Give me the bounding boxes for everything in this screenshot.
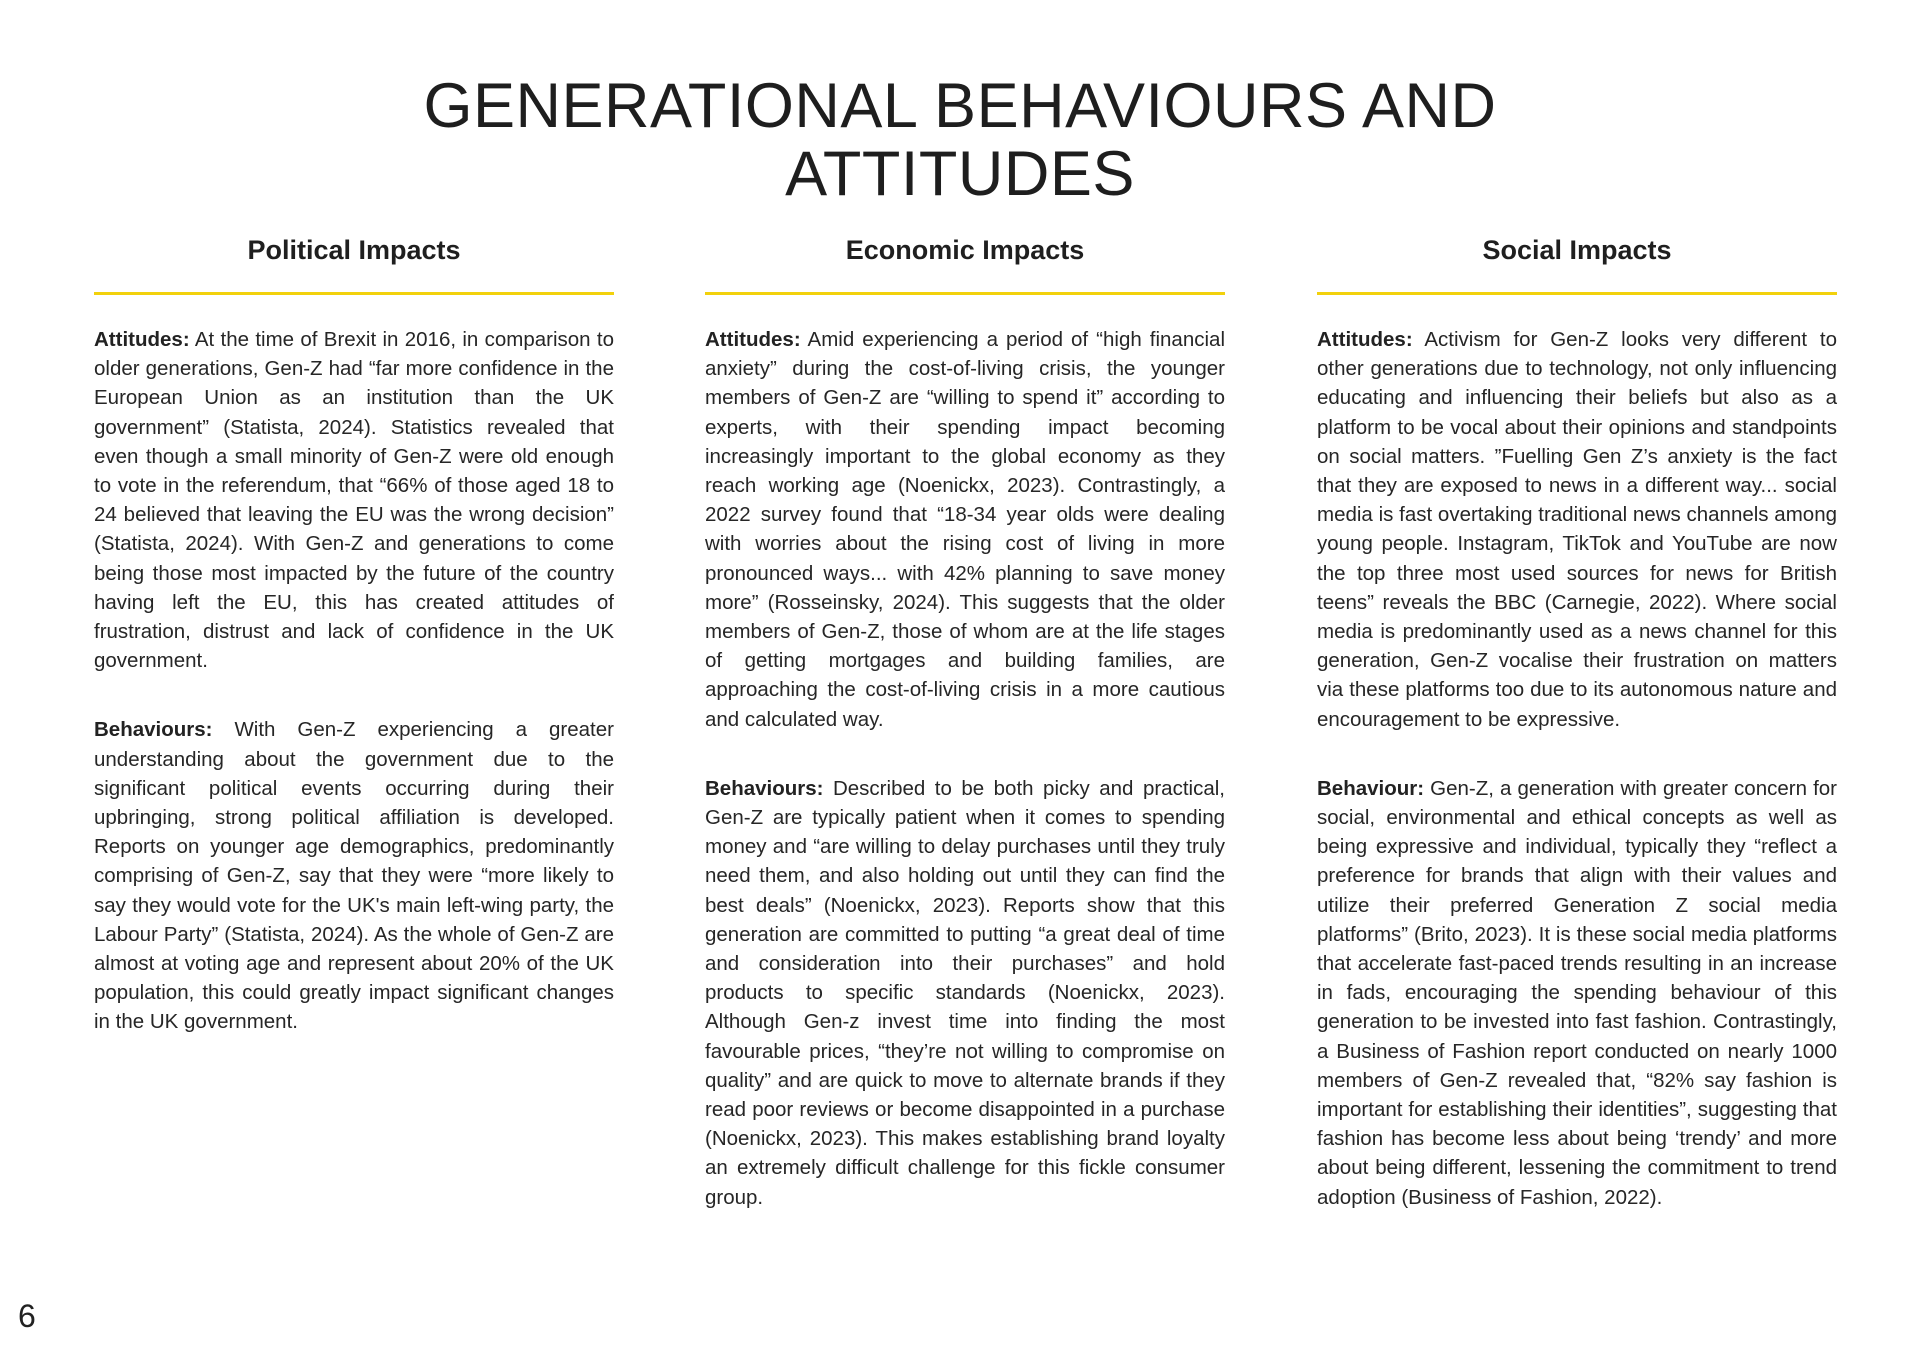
attitudes-paragraph bbox=[94, 325, 614, 675]
paragraph-lead: Behaviour: bbox=[1317, 776, 1425, 800]
column-body bbox=[94, 325, 614, 1037]
paragraph-text: At the time of Brexit in 2016, in comparison to older generations, Gen-Z had “far more confidence in the European Union as an institution than the UK government” (Statista, 2024). Statistics revealed that even though a small minority of Gen-Z were old enough to vote in the referendum, that “66% of those aged 18 to 24 believed that leaving the EU was the wrong decision” (Statista, 2024). With Gen-Z and generations to come being those most impacted by the future of the country having left the EU, this has created attitudes of frustration, distrust and lack of confidence in the UK government. bbox=[94, 328, 614, 673]
page-title-line-2: ATTITUDES bbox=[785, 139, 1135, 209]
paragraph-lead: Attitudes: bbox=[705, 328, 801, 351]
page-title-line-1: GENERATIONAL BEHAVIOURS AND bbox=[423, 71, 1497, 141]
paragraph-text: Gen-Z, a generation with greater concern for social, environmental and ethical concepts as well as being expressive and individual, typically they “reflect a preference for brands that align with their values and utilize their preferred Generation Z social media platforms” (Brito, 2023). It is these social media platforms that accelerate fast-paced trends resulting in an increase in fads, encouraging the spending behaviour of this generation to be invested into fast fashion. Contrastingly, a Business of Fashion report conducted on nearly 1000 members of Gen-Z revealed that, “82% say fashion is important for establishing their identities”, suggesting that fashion has become less about being ‘trendy’ and more about being different, lessening the commitment to trend adoption (Business of Fashion, 2022). bbox=[1317, 776, 1837, 1209]
economic-impacts-column bbox=[705, 230, 1225, 1212]
paragraph-lead: Attitudes: bbox=[94, 328, 190, 351]
political-impacts-column bbox=[94, 230, 614, 1037]
column-heading-social: Social Impacts bbox=[1482, 235, 1672, 265]
page-number: 6 bbox=[18, 1298, 36, 1334]
heading-divider bbox=[705, 292, 1225, 295]
behaviours-paragraph bbox=[705, 774, 1225, 1212]
paragraph-lead: Attitudes: bbox=[1317, 328, 1413, 351]
column-heading-economic: Economic Impacts bbox=[845, 235, 1085, 265]
attitudes-paragraph bbox=[1317, 325, 1837, 734]
paragraph-text: Described to be both picky and practical, Gen-Z are typically patient when it comes to spending money and “are willing to delay purchases until they truly need them, and also holding out until they can find the best deals” (Noenickx, 2023). Reports show that this generation are committed to putting “a great deal of time and consideration into their purchases” and hold products to specific standards (Noenickx, 2023). Although Gen-z invest time into finding the most favourable prices, “they’re not willing to compromise on quality” and are quick to move to alternate brands if they read poor reviews or become disappointed in a purchase (Noenickx, 2023). This makes establishing brand loyalty an extremely difficult challenge for this fickle consumer group. bbox=[705, 776, 1225, 1209]
column-heading-political: Political Impacts bbox=[247, 235, 461, 265]
attitudes-paragraph bbox=[705, 325, 1225, 734]
column-body bbox=[1317, 325, 1837, 1212]
paragraph-text: Activism for Gen-Z looks very different to other generations due to technology, not only influencing educating and influencing their beliefs but also as a platform to be vocal about their opinions and standpoints on social matters. ”Fuelling Gen Z’s anxiety is the fact that they are exposed to news in a different way... social media is fast overtaking traditional news channels among young people. Instagram, TikTok and YouTube are now the top three most used sources for news for British teens” reveals the BBC (Carnegie, 2022). Where social media is predominantly used as a news channel for this generation, Gen-Z vocalise their frustration on matters via these platforms too due to its autonomous nature and encouragement to be expressive. bbox=[1317, 328, 1837, 731]
heading-divider bbox=[1317, 292, 1837, 295]
heading-divider bbox=[94, 292, 614, 295]
behaviours-paragraph bbox=[94, 715, 614, 1036]
column-body bbox=[705, 325, 1225, 1212]
social-impacts-column bbox=[1317, 230, 1837, 1212]
paragraph-text: Amid experiencing a period of “high financial anxiety” during the cost-of-living crisis, the younger members of Gen-Z are “willing to spend it” according to experts, with their spending impact becoming increasingly important to the global economy as they reach working age (Noenickx, 2023). Contrastingly, a 2022 survey found that “18-34 year olds were dealing with worries about the rising cost of living in more pronounced ways... with 42% planning to save money more” (Rosseinsky, 2024). This suggests that the older members of Gen-Z, those of whom are at the life stages of getting mortgages and building families, are approaching the cost-of-living crisis in a more cautious and calculated way. bbox=[705, 328, 1225, 731]
page-title bbox=[0, 72, 1920, 208]
paragraph-text: With Gen-Z experiencing a greater understanding about the government due to the significant political events occurring during their upbringing, strong political affiliation is developed. Reports on younger age demographics, predominantly comprising of Gen-Z, say that they were “more likely to say they would vote for the UK's main left-wing party, the Labour Party” (Statista, 2024). As the whole of Gen-Z are almost at voting age and represent about 20% of the UK population, this could greatly impact significant changes in the UK government. bbox=[94, 718, 614, 1034]
paragraph-lead: Behaviours: bbox=[705, 776, 824, 800]
behaviour-paragraph bbox=[1317, 774, 1837, 1212]
paragraph-lead: Behaviours: bbox=[94, 718, 213, 742]
